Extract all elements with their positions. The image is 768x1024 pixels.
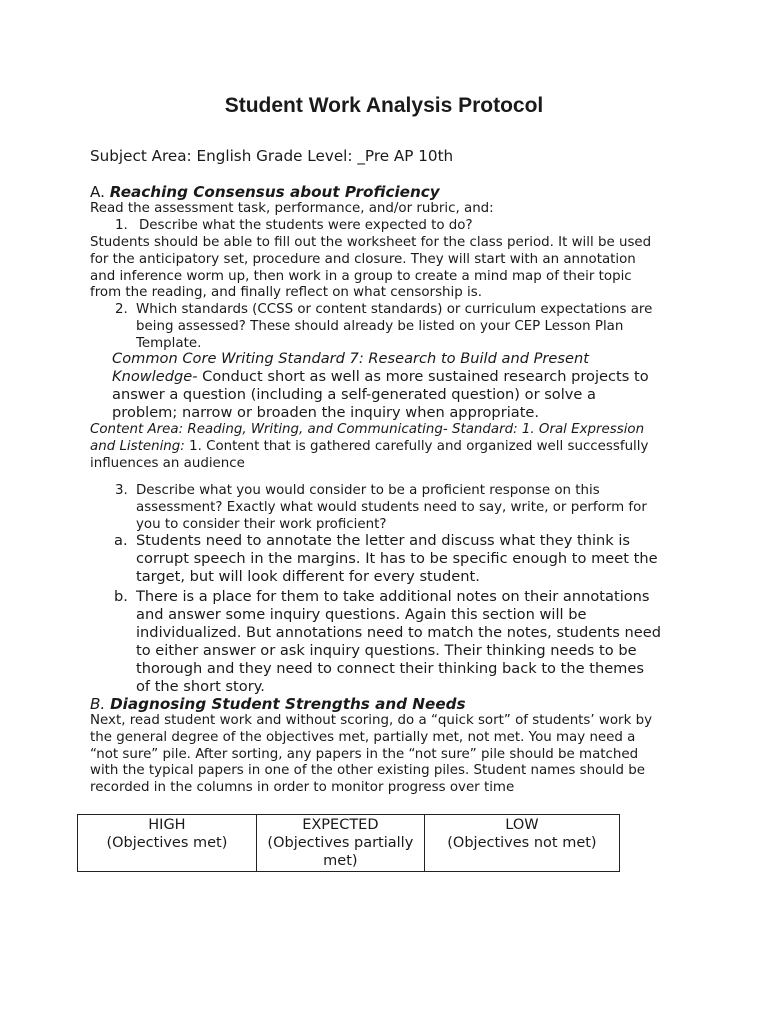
- q1-answer-line: for the anticipatory set, procedure and closure. They will start with an annotation: [90, 251, 636, 267]
- section-a-intro: Read the assessment task, performance, and/or rubric, and:: [90, 201, 494, 216]
- standard-7-text: Conduct short as well as more sustained research projects to: [197, 368, 649, 385]
- section-b-heading: [90, 695, 466, 713]
- column-subheader: (Objectives partially: [267, 835, 414, 851]
- column-high: [78, 815, 257, 872]
- q3-text-line: you to consider their work proficient?: [136, 516, 387, 532]
- qb-text-line: and answer some inquiry questions. Again this section will be: [136, 606, 587, 623]
- column-subheader: (Objectives met): [106, 835, 228, 851]
- section-b-letter: B.: [90, 695, 111, 713]
- standard-7-title: Common Core Writing Standard 7: Research to Build and Present: [112, 350, 589, 367]
- section-b-title: Diagnosing Student Strengths and Needs: [110, 695, 466, 713]
- content-area-line: influences an audience: [90, 455, 245, 471]
- q1-answer-line: Students should be able to fill out the worksheet for the class period. It will be used: [90, 235, 652, 250]
- section-b-line: the general degree of the objectives met, partially met, not met. You may need a: [90, 729, 636, 745]
- section-b-line: Next, read student work and without scoring, do a “quick sort” of students’ work by: [90, 713, 653, 728]
- q1-answer-line: and inference worm up, then work in a group to create a mind map of their topic: [90, 268, 632, 284]
- q2-text-line: Template.: [136, 335, 202, 351]
- column-header: LOW: [505, 817, 539, 833]
- q2-text-line: being assessed? These should already be listed on your CEP Lesson Plan: [136, 318, 624, 334]
- qa-text-line: Students need to annotate the letter and discuss what they think is: [136, 532, 631, 549]
- section-a-heading: [90, 183, 440, 201]
- qb-text: [136, 588, 661, 696]
- standard-7-line: problem; narrow or broaden the inquiry when appropriate.: [112, 404, 540, 421]
- section-b-line: “not sure” pile. After sorting, any papers in the “not sure” pile should be matched: [90, 746, 639, 762]
- subject-line: Subject Area: English Grade Level: _Pre AP 10th: [90, 147, 454, 165]
- q1-answer-line: from the reading, and finally reflect on what censorship is.: [90, 285, 482, 301]
- q1-number: 1.: [115, 218, 128, 233]
- section-b-body: [90, 713, 690, 797]
- qa-text-line: corrupt speech in the margins. It has to be specific enough to meet the: [136, 550, 658, 567]
- q3-text-line: assessment? Exactly what would students need to say, write, or perform for: [136, 499, 647, 515]
- column-subheader: (Objectives not met): [447, 835, 597, 851]
- q2-text: [136, 302, 652, 352]
- section-a-title: Reaching Consensus about Proficiency: [109, 183, 440, 201]
- content-area-line: Content Area: Reading, Writing, and Communicating- Standard: 1. Oral Expression: [90, 422, 645, 437]
- standard-7-title-end: Knowledge-: [112, 368, 198, 385]
- qa-text-line: target, but will look different for every student.: [136, 568, 480, 585]
- q2-number: 2.: [115, 302, 128, 317]
- column-subheader: met): [323, 853, 358, 869]
- content-area-text: 1. Content that is gathered carefully and organized well successfully: [184, 438, 649, 454]
- section-b-line: recorded in the columns in order to monitor progress over time: [90, 780, 515, 796]
- q3-text-line: Describe what you would consider to be a proficient response on this: [136, 483, 600, 498]
- section-a-letter: A.: [90, 183, 110, 201]
- sorting-table: [77, 814, 620, 872]
- qa-text: [136, 532, 658, 586]
- standard-7-line: answer a question (including a self-generated question) or solve a: [112, 386, 596, 403]
- content-area-italic: and Listening:: [90, 438, 185, 454]
- column-low: [424, 815, 619, 872]
- standard-7: [112, 350, 649, 422]
- column-header: HIGH: [148, 817, 186, 833]
- q2-text-line: Which standards (CCSS or content standards) or curriculum expectations are: [136, 302, 653, 317]
- section-b-line: with the typical papers in one of the other existing piles. Student names should be: [90, 763, 646, 779]
- column-header: EXPECTED: [302, 817, 379, 833]
- qb-text-line: of the short story.: [136, 678, 265, 695]
- qb-text-line: thorough and they need to connect their thinking back to the themes: [136, 660, 644, 677]
- document-title: Student Work Analysis Protocol: [224, 94, 544, 117]
- q1-answer: [90, 235, 690, 302]
- content-area-standard: [90, 422, 690, 472]
- qb-letter: b.: [114, 588, 128, 605]
- qb-text-line: individualized. But annotations need to match the notes, students need: [136, 624, 661, 641]
- q1-text: Describe what the students were expected to do?: [139, 218, 473, 233]
- q3-text: [136, 483, 647, 533]
- qb-text-line: to either answer or ask inquiry questions. Their thinking needs to be: [136, 642, 637, 659]
- column-expected: [256, 815, 424, 872]
- qa-letter: a.: [114, 532, 128, 549]
- qb-text-line: There is a place for them to take additional notes on their annotations: [136, 588, 650, 605]
- q3-number: 3.: [115, 483, 128, 498]
